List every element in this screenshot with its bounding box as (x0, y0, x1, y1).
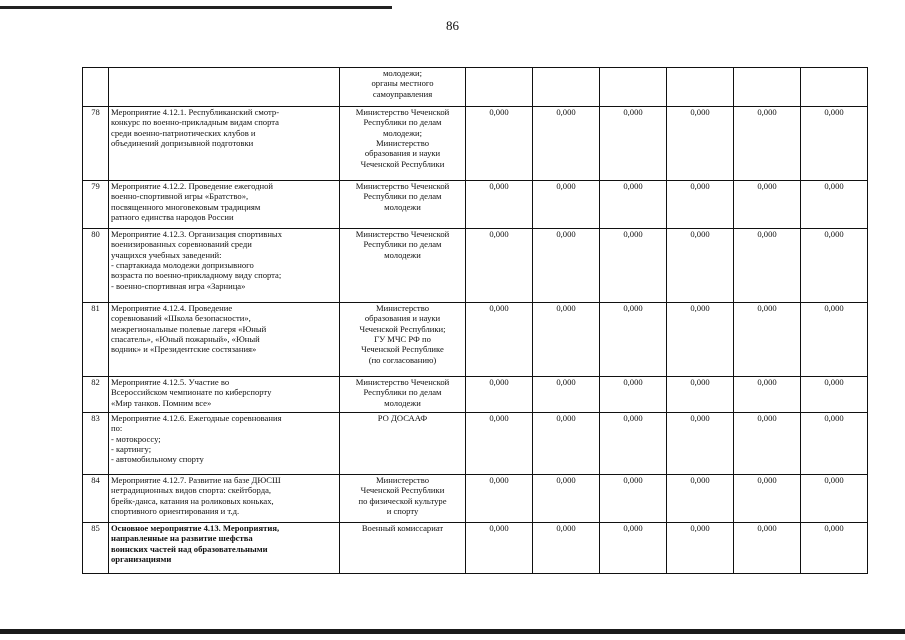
funding-value: 0,000 (533, 181, 600, 229)
executor-line: самоуправления (372, 88, 433, 99)
executor (340, 377, 466, 413)
funding-value: 0,000 (734, 181, 801, 229)
activity-name-line: межрегиональные полевые лагеря «Юный (111, 323, 267, 334)
scan-border-top (0, 6, 392, 9)
executor (340, 475, 466, 523)
executor-line: образования и науки (364, 148, 441, 159)
executor-line: Министерство (376, 475, 429, 485)
executor-line: Чеченской Республики (360, 485, 445, 496)
activity-name-line: спортивного ориентирования и т.д. (111, 505, 240, 516)
executor-line: Министерство Чеченской (355, 107, 450, 117)
funding-value (734, 68, 801, 107)
activity-name-line: Мероприятие 4.12.4. Проведение (111, 303, 233, 313)
table-row (83, 107, 868, 181)
executor-line: молодежи; (382, 68, 423, 78)
row-number: 80 (83, 229, 109, 303)
executor-line: по физической культуре (358, 495, 447, 506)
executor-line: Республики по делам (363, 239, 442, 250)
activity-name (109, 413, 340, 475)
funding-value: 0,000 (734, 413, 801, 475)
row-number: 81 (83, 303, 109, 377)
activity-name (109, 303, 340, 377)
table-row (83, 229, 868, 303)
funding-value: 0,000 (466, 523, 533, 574)
funding-value: 0,000 (801, 181, 868, 229)
funding-value: 0,000 (600, 107, 667, 181)
activity-name-line: объединений допризывной подготовки (111, 137, 254, 148)
program-table (82, 67, 868, 574)
activity-name-line: брейк-данса, катания на роликовых коньках, (111, 495, 274, 506)
funding-value: 0,000 (466, 303, 533, 377)
funding-value: 0,000 (801, 107, 868, 181)
activity-name-line: конкурс по военно-прикладным видам спорта (111, 117, 279, 128)
funding-value: 0,000 (801, 303, 868, 377)
funding-value: 0,000 (667, 523, 734, 574)
activity-name (109, 68, 340, 107)
executor-line: молодежи (384, 201, 421, 212)
funding-value: 0,000 (600, 475, 667, 523)
activity-name-line: нетрадиционных видов спорта: скейтборда, (111, 485, 272, 496)
activity-name-line: возраста по военно-прикладному виду спорта; (111, 270, 282, 281)
executor-line: молодежи (384, 397, 421, 408)
executor-line: Министерство (376, 303, 429, 313)
table-row (83, 413, 868, 475)
executor-line: и спорту (386, 505, 419, 516)
executor (340, 68, 466, 107)
funding-value: 0,000 (801, 377, 868, 413)
funding-value: 0,000 (466, 181, 533, 229)
executor-line: образования и науки (364, 313, 441, 324)
funding-value: 0,000 (667, 303, 734, 377)
activity-name-line: по: (111, 423, 123, 434)
activity-name-line: соревнований «Школа безопасности», (111, 313, 251, 324)
executor-line: Республики по делам (363, 387, 442, 398)
executor-line: органы местного (371, 78, 434, 89)
funding-value: 0,000 (734, 229, 801, 303)
row-number: 78 (83, 107, 109, 181)
activity-name-line: Мероприятие 4.12.2. Проведение ежегодной (111, 181, 274, 191)
activity-name-line: - спартакиада молодежи допризывного (111, 259, 254, 270)
funding-value: 0,000 (533, 523, 600, 574)
table-row (83, 523, 868, 574)
activity-name-line: среди военно-патриотических клубов и (111, 127, 256, 138)
activity-name-line: ратного единства народов России (111, 211, 234, 222)
funding-value: 0,000 (533, 413, 600, 475)
activity-name (109, 229, 340, 303)
row-number: 85 (83, 523, 109, 574)
activity-name-line: Мероприятие 4.12.5. Участие во (111, 377, 230, 387)
executor-line: молодежи (384, 249, 421, 260)
funding-value (667, 68, 734, 107)
executor-line: Министерство Чеченской (355, 181, 450, 191)
executor-line: Военный комиссариат (361, 523, 444, 533)
funding-value: 0,000 (466, 413, 533, 475)
funding-value: 0,000 (600, 523, 667, 574)
table-row (83, 475, 868, 523)
funding-value: 0,000 (533, 377, 600, 413)
funding-value: 0,000 (734, 107, 801, 181)
funding-value: 0,000 (466, 107, 533, 181)
funding-value (801, 68, 868, 107)
executor-line: РО ДОСААФ (377, 413, 428, 423)
activity-name-line: спасатель», «Юный пожарный», «Юный (111, 333, 260, 344)
funding-value: 0,000 (734, 475, 801, 523)
activity-name (109, 181, 340, 229)
activity-name-line: Мероприятие 4.12.3. Организация спортивных (111, 229, 283, 239)
executor (340, 107, 466, 181)
executor (340, 523, 466, 574)
funding-value: 0,000 (667, 181, 734, 229)
funding-value: 0,000 (734, 523, 801, 574)
funding-value: 0,000 (533, 303, 600, 377)
table-row (83, 181, 868, 229)
executor-line: Чеченской Республики (360, 158, 445, 169)
funding-value: 0,000 (533, 107, 600, 181)
executor (340, 413, 466, 475)
activity-name-line: учащихся учебных заведений: (111, 249, 222, 260)
activity-name-line: военно-спортивной игры «Братство», (111, 191, 249, 202)
activity-name-line: посвященного многовековым традициям (111, 201, 261, 212)
executor-line: (по согласованию) (368, 354, 437, 365)
activity-name (109, 107, 340, 181)
funding-value: 0,000 (801, 413, 868, 475)
table-row (83, 68, 868, 107)
activity-name (109, 523, 340, 574)
activity-name (109, 377, 340, 413)
funding-value: 0,000 (466, 377, 533, 413)
activity-name-line: воинских частей над образовательными (111, 543, 268, 554)
funding-value: 0,000 (801, 229, 868, 303)
row-number: 83 (83, 413, 109, 475)
activity-name-line: водник» и «Президентские состязания» (111, 344, 257, 355)
funding-value: 0,000 (734, 377, 801, 413)
executor-line: молодежи; (382, 127, 423, 138)
funding-value: 0,000 (667, 107, 734, 181)
funding-value: 0,000 (667, 413, 734, 475)
activity-name-line: - картингу; (111, 443, 152, 454)
funding-value (533, 68, 600, 107)
activity-name-line: «Мир танков. Помним все» (111, 397, 212, 408)
activity-name-line: - военно-спортивная игра «Зарница» (111, 280, 246, 291)
activity-name (109, 475, 340, 523)
funding-value: 0,000 (466, 229, 533, 303)
funding-value: 0,000 (667, 229, 734, 303)
funding-value: 0,000 (734, 303, 801, 377)
funding-value: 0,000 (600, 377, 667, 413)
funding-value: 0,000 (466, 475, 533, 523)
activity-name-line: - автомобильному спорту (111, 454, 204, 465)
funding-value (600, 68, 667, 107)
activity-name-line: - мотокроссу; (111, 433, 161, 444)
executor (340, 303, 466, 377)
page-number: 86 (446, 18, 459, 33)
funding-value: 0,000 (801, 523, 868, 574)
executor (340, 229, 466, 303)
executor-line: Республики по делам (363, 191, 442, 202)
table-row (83, 377, 868, 413)
executor-line: ГУ МЧС РФ по (374, 333, 431, 344)
activity-name-line: организациями (111, 553, 172, 564)
scan-border-bottom (0, 629, 905, 634)
funding-value (466, 68, 533, 107)
activity-name-line: Мероприятие 4.12.1. Республиканский смотр- (111, 107, 280, 117)
funding-value: 0,000 (533, 475, 600, 523)
executor-line: Министерство Чеченской (355, 377, 450, 387)
activity-name-line: Основное мероприятие 4.13. Мероприятия, (111, 523, 280, 533)
executor-line: Министерство Чеченской (355, 229, 450, 239)
funding-value: 0,000 (600, 303, 667, 377)
row-number: 79 (83, 181, 109, 229)
row-number: 82 (83, 377, 109, 413)
activity-name-line: Мероприятие 4.12.7. Развитие на базе ДЮСШ (111, 475, 281, 485)
funding-value: 0,000 (667, 475, 734, 523)
activity-name-line: Мероприятие 4.12.6. Ежегодные соревнования (111, 413, 282, 423)
funding-value: 0,000 (600, 413, 667, 475)
row-number: 84 (83, 475, 109, 523)
row-number (83, 68, 109, 107)
executor-line: Министерство (376, 137, 429, 148)
activity-name-line: Всероссийском чемпионате по киберспорту (111, 387, 272, 398)
executor-line: Чеченской Республике (361, 344, 444, 355)
table-row (83, 303, 868, 377)
executor (340, 181, 466, 229)
table-body (83, 68, 868, 574)
funding-value: 0,000 (667, 377, 734, 413)
funding-value: 0,000 (600, 229, 667, 303)
executor-line: Республики по делам (363, 117, 442, 128)
funding-value: 0,000 (533, 229, 600, 303)
executor-line: Чеченской Республики; (359, 323, 446, 334)
funding-value: 0,000 (801, 475, 868, 523)
funding-value: 0,000 (600, 181, 667, 229)
activity-name-line: военизированных соревнований среди (111, 239, 252, 250)
activity-name-line: направленные на развитие шефства (111, 533, 253, 544)
